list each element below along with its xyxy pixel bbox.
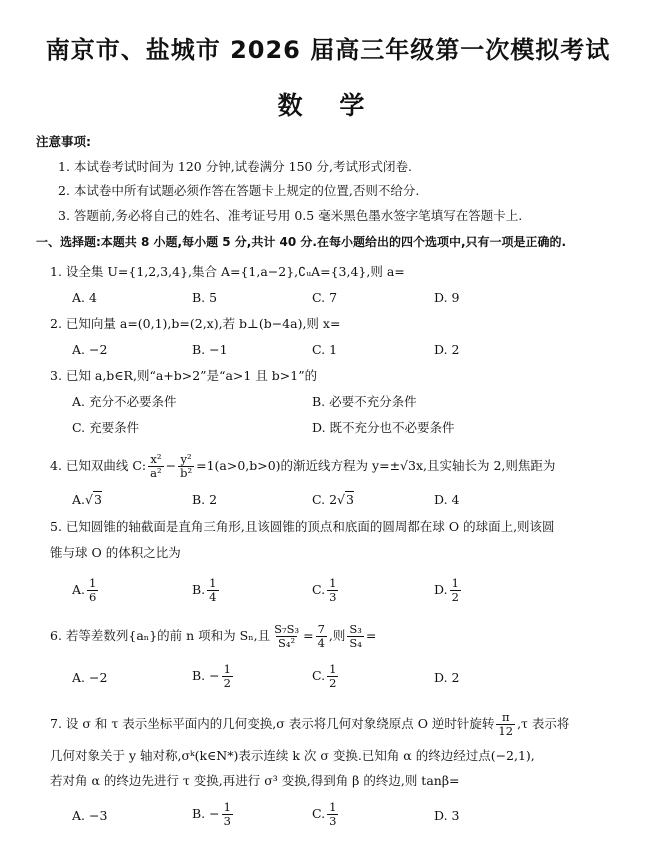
q6-equals: = xyxy=(303,628,314,643)
subject-title: 数 学 xyxy=(277,91,379,120)
q3-option-b: B. 必要不充分条件 xyxy=(312,394,417,409)
q4-option-c: C. 2√3 xyxy=(312,492,354,507)
q6-fraction-3-den: S₄ xyxy=(349,635,362,650)
q4-fraction-x-den: a² xyxy=(150,465,162,480)
note-item-2: 2. 本试卷中所有试题必须作答在答题卡上规定的位置,否则不给分. xyxy=(58,183,420,198)
q6-option-c-den: 2 xyxy=(329,675,337,690)
q2-option-d: D. 2 xyxy=(434,342,460,357)
q6-stem-suffix: = xyxy=(365,628,377,643)
q4-option-c-label: C. 2 xyxy=(312,492,338,507)
q7-option-c xyxy=(312,802,340,827)
q4-stem-prefix: 4. 已知双曲线 C: xyxy=(50,458,147,473)
q6-stem-mid: ,则 xyxy=(328,628,346,643)
q5-option-d-den: 2 xyxy=(451,589,459,604)
q6-fraction-2-den: 4 xyxy=(317,635,325,650)
q5-option-c-fraction xyxy=(327,578,338,603)
q7-option-c-num: 1 xyxy=(329,800,337,814)
q6-fraction-1 xyxy=(272,624,301,649)
q5-stem-line-1: 5. 已知圆锥的轴截面是直角三角形,且该圆锥的顶点和底面的圆周都在球 O 的球面上,则该圆 xyxy=(50,519,555,534)
q4-option-a: A.√3 xyxy=(72,492,102,507)
q6-option-c-fraction xyxy=(327,664,338,689)
q4-fraction-y-num: y² xyxy=(180,452,192,466)
q6-option-c-label: C. xyxy=(312,668,326,683)
q4-fraction-y xyxy=(178,454,194,479)
q5-option-b-label: B. xyxy=(192,582,206,597)
q3-option-c: C. 充要条件 xyxy=(72,420,140,435)
q6-option-c xyxy=(312,664,340,689)
q6-fraction-2 xyxy=(316,624,327,649)
q5-option-a-fraction xyxy=(87,578,98,603)
q6-stem-prefix: 6. 若等差数列{aₙ}的前 n 项和为 Sₙ,且 xyxy=(50,628,271,643)
q5-option-a xyxy=(72,578,100,603)
q7-option-c-den: 3 xyxy=(329,813,337,828)
q4-fraction-x-num: x² xyxy=(150,452,162,466)
q5-option-b-fraction xyxy=(207,578,218,603)
q6-fraction-1-num: S₇S₃ xyxy=(274,622,300,636)
note-item-1: 1. 本试卷考试时间为 120 分钟,试卷满分 150 分,考试形式闭卷. xyxy=(58,159,412,174)
q5-option-c-label: C. xyxy=(312,582,326,597)
q4-option-d: D. 4 xyxy=(434,492,460,507)
q1-option-b: B. 5 xyxy=(192,290,218,305)
q4-stem xyxy=(50,454,555,479)
q5-option-d-label: D. xyxy=(434,582,448,597)
q5-option-a-num: 1 xyxy=(89,576,97,590)
q4-option-a-label: A. xyxy=(72,492,86,507)
q7-stem-line-1-suffix: ,τ 表示将 xyxy=(517,716,570,731)
q7-option-d: D. 3 xyxy=(434,808,460,823)
q1-option-c: C. 7 xyxy=(312,290,338,305)
q5-option-c-den: 3 xyxy=(329,589,337,604)
q7-fraction-den: 12 xyxy=(498,723,514,738)
q6-fraction-1-den: S₄² xyxy=(278,635,296,650)
q5-option-d-num: 1 xyxy=(451,576,459,590)
q5-stem-line-2: 锥与球 O 的体积之比为 xyxy=(50,545,181,560)
q7-option-a: A. −3 xyxy=(72,808,108,823)
q5-option-a-den: 6 xyxy=(89,589,97,604)
q6-fraction-3 xyxy=(347,624,364,649)
q6-option-a: A. −2 xyxy=(72,670,108,685)
q1-option-a: A. 4 xyxy=(72,290,97,305)
q6-fraction-2-num: 7 xyxy=(317,622,325,636)
q4-minus: − xyxy=(165,458,177,473)
q5-option-c-num: 1 xyxy=(329,576,337,590)
q7-stem-line-2: 几何对象关于 y 轴对称,σᵏ(k∈N*)表示连续 k 次 σ 变换.已知角 α 的终边经过点(−2,1), xyxy=(50,748,535,763)
q7-stem-line-1-prefix: 7. 设 σ 和 τ 表示坐标平面内的几何变换,σ 表示将几何对象绕原点 O 逆时针旋转 xyxy=(50,716,495,731)
q4-fraction-y-den: b² xyxy=(180,465,193,480)
q6-option-b-num: 1 xyxy=(223,662,231,676)
note-item-3: 3. 答题前,务必将自己的姓名、准考证号用 0.5 毫米黑色墨水签字笔填写在答题卡上. xyxy=(58,208,523,223)
q5-option-b-num: 1 xyxy=(209,576,217,590)
notes-heading: 注意事项: xyxy=(36,134,91,149)
q5-option-d xyxy=(434,578,463,603)
exam-title: 南京市、盐城市 2026 届高三年级第一次模拟考试 xyxy=(45,36,611,64)
q6-stem xyxy=(50,624,376,649)
q7-option-b-fraction xyxy=(222,802,233,827)
q5-option-c xyxy=(312,578,340,603)
q6-option-b-label: B. − xyxy=(192,668,220,683)
section-1-heading: 一、选择题:本题共 8 小题,每小题 5 分,共计 40 分.在每小题给出的四个选项中,只有一项是正确的. xyxy=(36,235,567,249)
q2-option-b: B. −1 xyxy=(192,342,228,357)
q6-option-b-den: 2 xyxy=(223,675,231,690)
q5-option-d-fraction xyxy=(450,578,461,603)
q3-stem: 3. 已知 a,b∈R,则“a+b>2”是“a>1 且 b>1”的 xyxy=(50,368,318,383)
q7-option-c-label: C. xyxy=(312,806,326,821)
q6-option-b-fraction xyxy=(222,664,233,689)
q4-fraction-x xyxy=(148,454,163,479)
q1-option-d: D. 9 xyxy=(434,290,460,305)
q7-fraction-pi-12 xyxy=(496,712,515,737)
q5-option-b-den: 4 xyxy=(209,589,217,604)
q7-stem-line-1 xyxy=(50,712,569,737)
q4-option-b: B. 2 xyxy=(192,492,218,507)
q7-option-b-den: 3 xyxy=(223,813,231,828)
q1-stem: 1. 设全集 U={1,2,3,4},集合 A={1,a−2},∁ᵤA={3,4},则 a= xyxy=(50,264,405,279)
q4-option-a-radicand: 3 xyxy=(93,492,102,507)
q6-fraction-3-num: S₃ xyxy=(349,622,362,636)
q7-option-b xyxy=(192,802,235,827)
q7-fraction-num: π xyxy=(501,710,510,724)
q6-option-b xyxy=(192,664,235,689)
q7-option-b-label: B. − xyxy=(192,806,220,821)
q7-option-c-fraction xyxy=(327,802,338,827)
q5-option-a-label: A. xyxy=(72,582,86,597)
q2-option-c: C. 1 xyxy=(312,342,338,357)
q7-stem-line-3: 若对角 α 的终边先进行 τ 变换,再进行 σ³ 变换,得到角 β 的终边,则 tanβ= xyxy=(50,773,460,788)
q4-stem-suffix: =1(a>0,b>0)的渐近线方程为 y=±√3x,且实轴长为 2,则焦距为 xyxy=(196,458,556,473)
q2-option-a: A. −2 xyxy=(72,342,108,357)
q5-option-b xyxy=(192,578,221,603)
q3-option-a: A. 充分不必要条件 xyxy=(72,394,177,409)
q6-option-c-num: 1 xyxy=(329,662,337,676)
q7-option-b-num: 1 xyxy=(223,800,231,814)
q6-option-d: D. 2 xyxy=(434,670,460,685)
q3-option-d: D. 既不充分也不必要条件 xyxy=(312,420,455,435)
q2-stem: 2. 已知向量 a=(0,1),b=(2,x),若 b⊥(b−4a),则 x= xyxy=(50,316,341,331)
q4-option-c-radicand: 3 xyxy=(346,492,354,507)
